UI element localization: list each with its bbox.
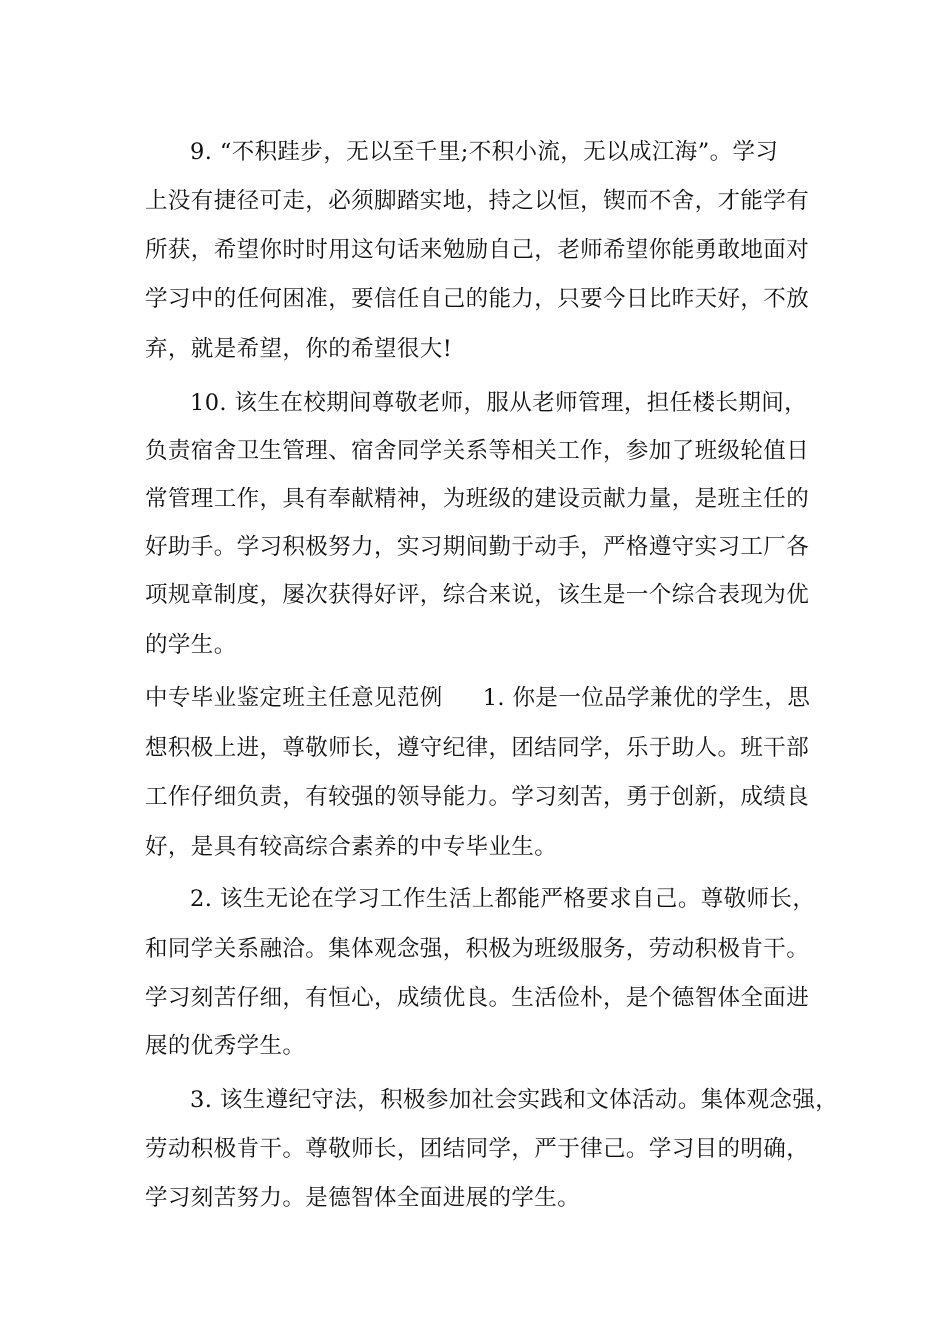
text-line: 学习刻苦努力。是德智体全面进展的学生。 [145,1185,581,1211]
text-line: 学习刻苦仔细，有恒心，成绩优良。生活俭朴，是个德智体全面进 [145,985,810,1011]
section-first-line [145,683,810,713]
text-line: 项规章制度，屡次获得好评，综合来说，该生是一个综合表现为优 [145,582,810,608]
text-line: 想积极上进，尊敬师长，遵守纪律，团结同学，乐于助人。班干部 [145,735,810,761]
text-run: 1. 你是一位品学兼优的学生，思 [482,685,811,711]
text-line: 3. 该生遵纪守法，积极参加社会实践和文体活动。集体观念强， [190,1087,839,1113]
text-line: 上没有捷径可走，必须脚踏实地，持之以恒，锲而不舍，才能学有 [145,188,810,214]
text-line: 学习中的任何困准，要信任自己的能力，只要今日比昨天好，不放 [145,286,810,312]
text-line: 劳动积极肯干。尊敬师长，团结同学，严于律己。学习目的明确， [145,1136,810,1162]
text-line: 的学生。 [145,632,237,658]
text-line: 好，是具有较高综合素养的中专毕业生。 [145,834,558,860]
text-line: 2. 该生无论在学习工作生活上都能严格要求自己。尊敬师长， [190,886,816,912]
text-line: 好助手。学习积极努力，实习期间勤于动手，严格遵守实习工厂各 [145,534,810,560]
text-line: 所获，希望你时时用这句话来勉励自己，老师希望你能勇敢地面对 [145,237,810,263]
text-line: 负责宿舍卫生管理、宿舍同学关系等相关工作，参加了班级轮值日 [145,438,810,464]
text-line: 展的优秀学生。 [145,1033,306,1059]
text-line: 弃，就是希望，你的希望很大! [145,336,453,362]
text-line: 工作仔细负责，有较强的领导能力。学习刻苦，勇于创新，成绩良 [145,784,810,810]
text-line: 和同学关系融洽。集体观念强，积极为班级服务，劳动积极肯干。 [145,936,810,962]
text-line: 9. “不积跬步，无以至千里;不积小流，无以成江海”。学习 [190,139,779,165]
text-line: 常管理工作，具有奉献精神，为班级的建设贡献力量，是班主任的 [145,486,810,512]
text-line: 10. 该生在校期间尊敬老师，服从老师管理，担任楼长期间， [190,390,808,416]
section-heading: 中专毕业鉴定班主任意见范例 [145,685,443,711]
